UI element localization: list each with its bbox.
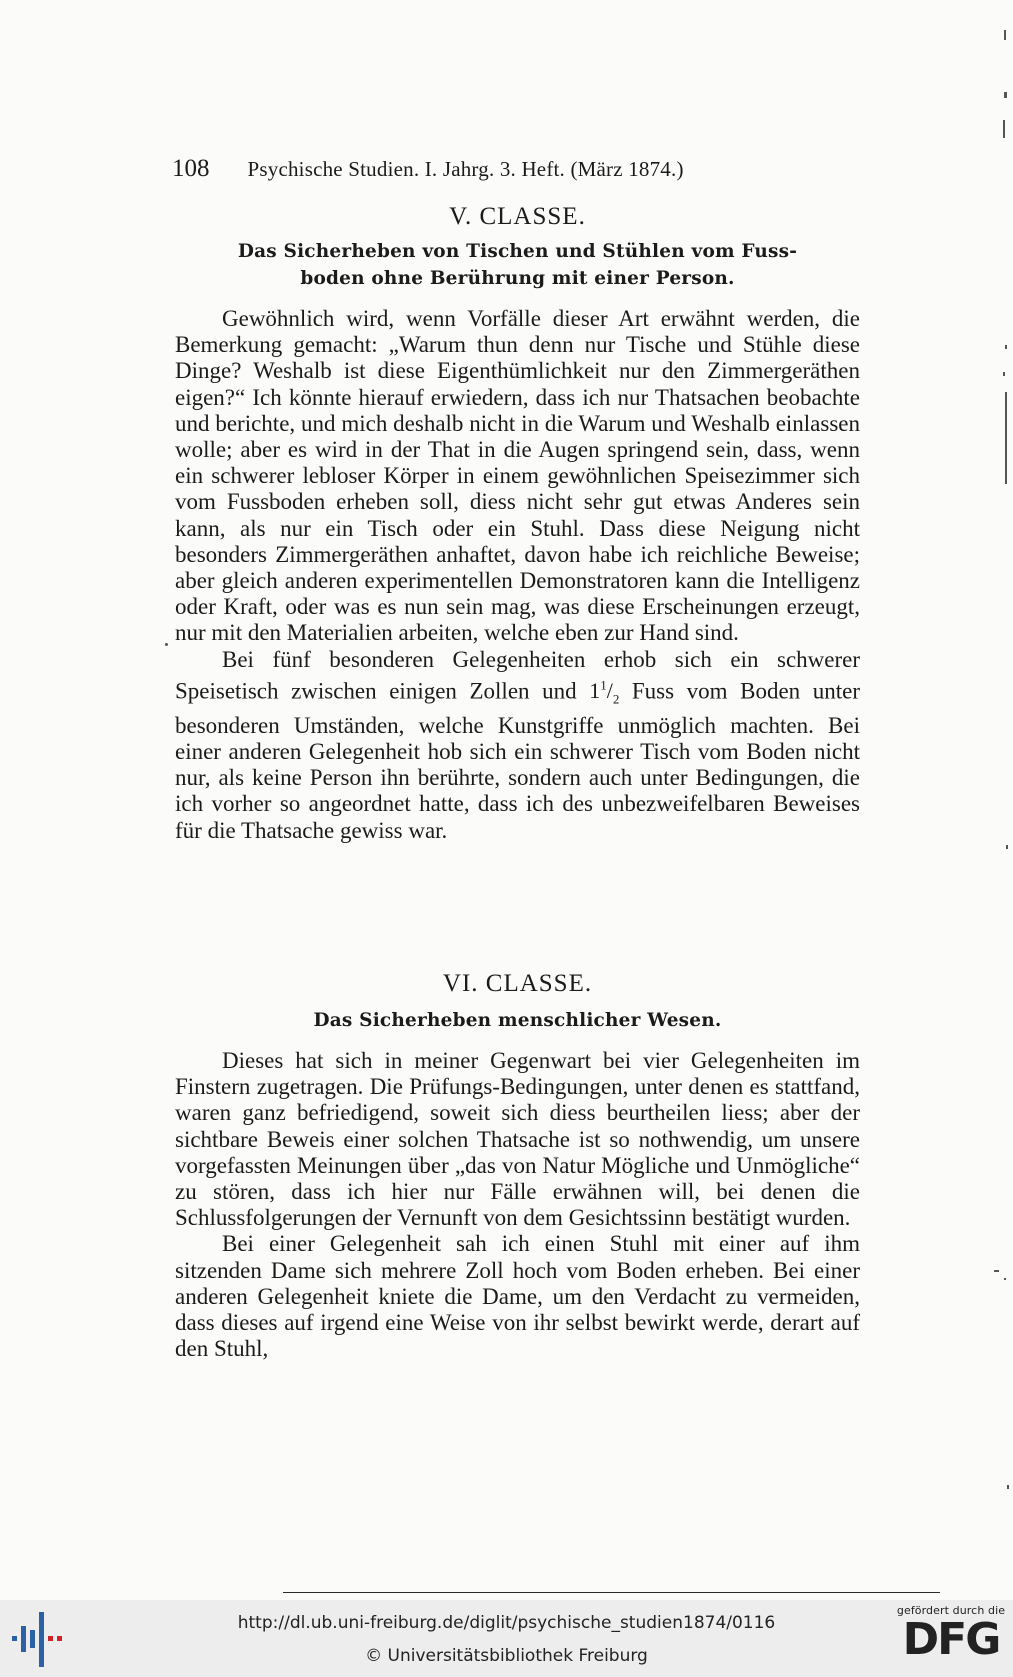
section-vi-paragraph-2: Bei einer Gelegenheit sah ich einen Stuhl mit einer auf ihm sitzenden Dame sich mehrere Zoll hoch vom Boden erheben. Bei einer anderen Gelegenheit kniete die Dame, um den Verdacht zu vermeiden, dass dieses auf irgend eine Weise von ihr selbst bewirkt werde, derart auf den Stuhl, (175, 1231, 860, 1362)
journal-header: Psychische Studien. I. Jahrg. 3. Heft. (März 1874.) (247, 157, 684, 181)
margin-speck (1003, 120, 1005, 138)
dfg-logo (893, 1604, 1009, 1674)
fraction-denominator: 2 (612, 691, 620, 707)
section-v-paragraph-1: Gewöhnlich wird, wenn Vorfälle dieser Art erwähnt werden, die Bemerkung gemacht: „Warum thun denn nur Tische und Stühle diese Dinge? Weshalb ist diese Eigenthümlichkeit nur den Zimmergeräthen eigen?“ Ich könnte hierauf erwiedern, dass ich nur Thatsachen beobachte und berichte, und mich deshalb nicht in die Warum und Weshalb einlassen wolle; aber es wird in der That in die Augen springend sein, dass, wenn ein schwerer lebloser Körper in einem gewöhnlichen Speisezimmer sich vom Fussboden erheben soll, diess nicht sehr gut etwas Anderes sein kann, als nur ein Tisch oder ein Stuhl. Dass diese Neigung nicht besonders Zimmergeräthen anhaftet, davon habe ich reichliche Beweise; aber gleich anderen experimentellen Demonstratoren kann die Intelligenz oder Kraft, oder was es nun sein mag, was diese Erscheinungen erzeugt, nur mit den Materialien arbeiten, welche eben zur Hand sind. (175, 306, 860, 646)
section-v-subtitle-line1: Das Sicherheben von Tischen und Stühlen vom Fuss- (237, 241, 798, 262)
footer-copyright: © Universitätsbibliothek Freiburg (365, 1646, 648, 1666)
section-vi-paragraph-1: Dieses hat sich in meiner Gegenwart bei vier Gelegenheiten im Finstern zugetragen. Die Prüfungs-Bedingungen, unter denen es stattfand, waren ganz befriedigend, soweit sich diess beurtheilen liess; aber der sichtbare Beweis einer solchen Thatsache ist so nothwendig, um unsere vorgefassten Meinungen über „das von Natur Mögliche und Unmögliche“ zu stören, dass ich hier nur Fälle erwähnen will, bei denen die Schlussfolgerungen der Vernunft von dem Gesichtssinn bestätigt wurden. (175, 1048, 860, 1231)
footer-url-link[interactable]: http://dl.ub.uni-freiburg.de/diglit/psychische_studien1874/0116 (237, 1613, 776, 1633)
margin-speck (1003, 372, 1005, 376)
margin-speck (1004, 92, 1007, 98)
margin-line (1005, 392, 1007, 484)
section-vi-subtitle: Das Sicherheben menschlicher Wesen. (313, 1010, 722, 1031)
margin-speck (1004, 1278, 1006, 1280)
dfg-caption: gefördert durch die (896, 1604, 1006, 1617)
footer-rule (283, 1592, 940, 1593)
page-number: 108 (172, 155, 210, 182)
section-v-subtitle-line2: boden ohne Berührung mit einer Person. (300, 268, 735, 289)
margin-speck (1004, 30, 1006, 40)
margin-speck (1007, 1485, 1009, 1489)
margin-speck (1006, 845, 1008, 849)
dfg-wordmark: DFG (902, 1614, 1000, 1665)
paragraph-2-text-a: Bei fünf besonderen Gelegenheiten erhob sich ein schwerer Speisetisch zwischen einigen Zollen und (175, 646, 860, 704)
section-vi-title: VI. CLASSE. (442, 970, 593, 997)
fraction-whole: 1 (589, 678, 601, 704)
section-vi (175, 970, 860, 1362)
running-head (172, 155, 792, 183)
section-v (175, 203, 860, 844)
fraction-one-and-half: $1^1/_2$ (589, 677, 620, 707)
margin-speck (994, 1270, 999, 1272)
fraction-numerator: 1 (600, 677, 607, 693)
margin-speck (165, 643, 168, 646)
section-v-title: V. CLASSE. (449, 203, 586, 230)
margin-speck (1005, 345, 1007, 349)
paragraph-2-text-b: Fuss vom Boden unter besonderen Umständen, welche Kunstgriffe unmöglich machten. Bei einer anderen Gelegenheit hob sich ein schwerer Tisch vom Boden nicht nur, als keine Person ihn berührte, sondern auch unter Bedingungen, die ich vorher so angeordnet hatte, dass ich des unbezweifelbaren Beweises für die Thatsache gewiss war. (175, 678, 861, 843)
section-v-paragraph-2 (175, 647, 860, 844)
